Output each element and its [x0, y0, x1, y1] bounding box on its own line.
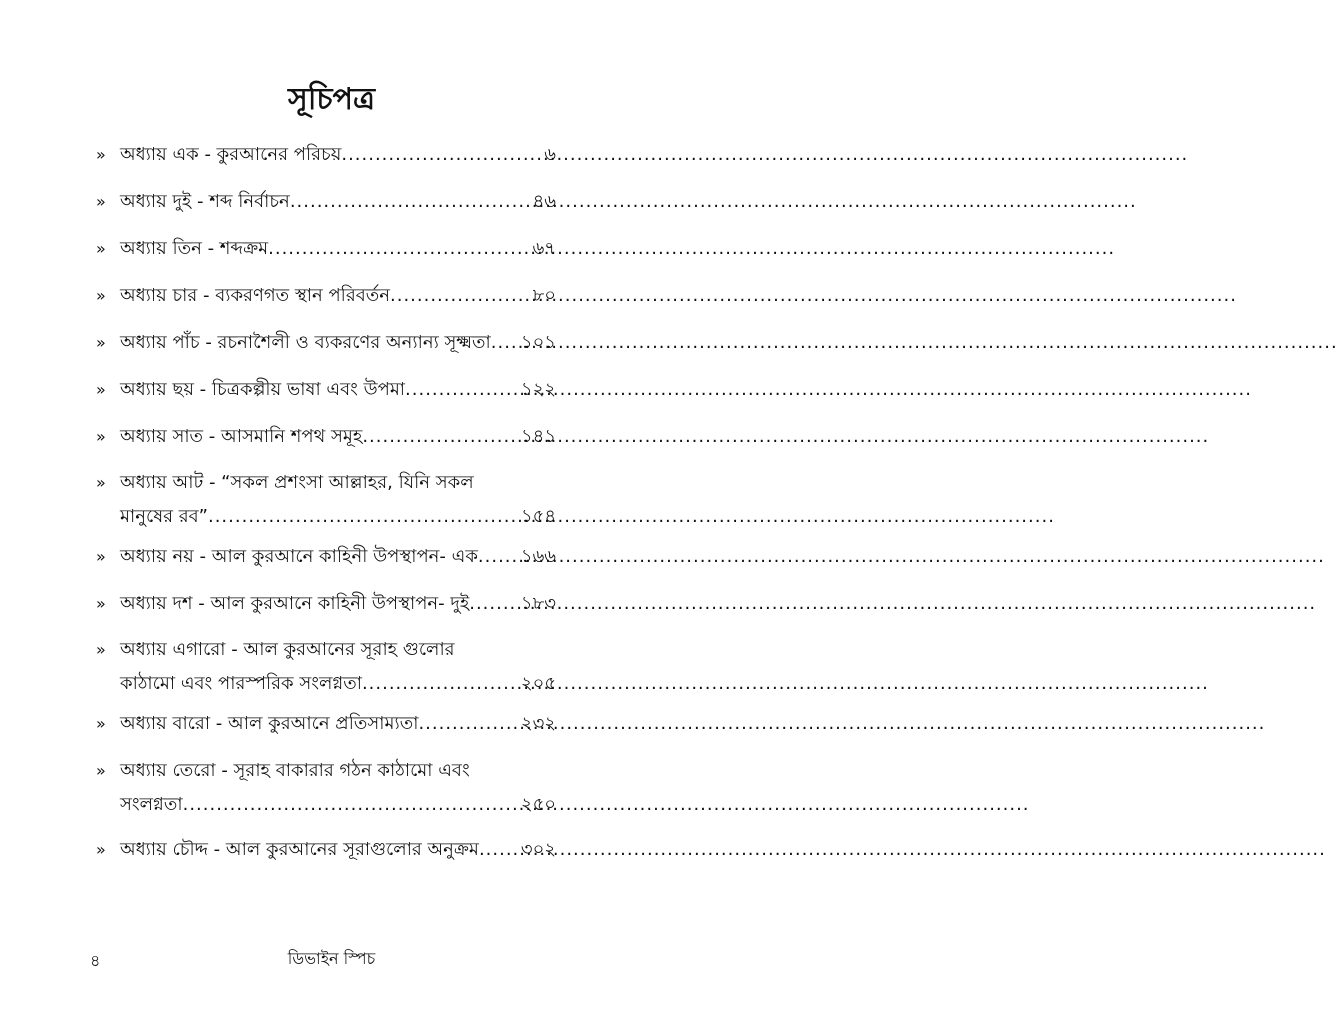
dot-leader [418, 707, 518, 741]
entry-title: অধ্যায় নয় - আল কুরআনে কাহিনী উপস্থাপন- এক [120, 546, 478, 567]
entry-title: অধ্যায় সাত - আসমানি শপথ সমূহ [120, 426, 363, 447]
bullet-icon: » [96, 192, 106, 211]
bullet-icon: » [96, 547, 106, 566]
bullet-icon: » [96, 761, 106, 780]
entry-page: ১৮৩ [520, 593, 556, 614]
bullet-icon: » [96, 427, 106, 446]
dot-leader [341, 138, 542, 172]
dot-leader [390, 279, 531, 313]
page-title: সূচিপত্র [288, 82, 375, 117]
entry-page: ৬ [544, 144, 556, 165]
entry-page: ৩০২ [520, 839, 556, 860]
dot-leader [362, 667, 519, 701]
bullet-icon: » [96, 333, 106, 352]
dot-leader [405, 373, 519, 407]
entry-page: ১৪১ [520, 426, 556, 447]
bullet-icon: » [96, 145, 106, 164]
entry-page: ১২২ [520, 379, 556, 400]
entry-page: ২০৫ [520, 673, 556, 694]
entry-title: অধ্যায় এক - কুরআনের পরিচয় [120, 144, 342, 165]
entry-title: অধ্যায় তিন - শব্দক্রম [120, 238, 269, 259]
dot-leader [469, 587, 519, 621]
entry-title: অধ্যায় দশ - আল কুরআনে কাহিনী উপস্থাপন- দুই [120, 593, 470, 614]
entry-title: অধ্যায় দুই - শব্দ নির্বাচন [120, 191, 290, 212]
bullet-icon: » [96, 286, 106, 305]
entry-title: অধ্যায় চৌদ্দ - আল কুরআনের সূরাগুলোর অনুক্রম [120, 839, 479, 860]
bullet-icon: » [96, 594, 106, 613]
dot-leader [362, 420, 519, 454]
entry-page: ৮০ [532, 285, 556, 306]
footer-page-number: ৪ [90, 951, 101, 970]
entry-title: অধ্যায় বারো - আল কুরআনে প্রতিসাম্যতা [120, 713, 419, 734]
entry-title: কাঠামো এবং পারস্পরিক সংলগ্নতা [120, 673, 362, 694]
entry-title: মানুষের রব” [120, 506, 208, 527]
entry-title: অধ্যায় পাঁচ - রচনাশৈলী ও ব্যকরণের অন্যান্য সূক্ষ্মতা [120, 332, 491, 353]
bullet-icon: » [96, 239, 106, 258]
entry-title: অধ্যায় চার - ব্যকরণগত স্থান পরিবর্তন [120, 285, 390, 306]
dot-leader [479, 833, 519, 867]
entry-page: ১০১ [520, 332, 556, 353]
dot-leader [478, 540, 519, 574]
entry-title-line1: অধ্যায় আট - “সকল প্রশংসা আল্লাহর, যিনি সকল [120, 472, 474, 493]
dot-leader [491, 326, 519, 360]
dot-leader [208, 500, 519, 534]
entry-title-line1: অধ্যায় এগারো - আল কুরআনের সূরাহ গুলোর [120, 639, 455, 660]
entry-page: ২৩২ [520, 713, 556, 734]
entry-title: অধ্যায় ছয় - চিত্রকল্পীয় ভাষা এবং উপমা [120, 379, 406, 400]
entry-page: ৪৬ [532, 191, 556, 212]
bullet-icon: » [96, 714, 106, 733]
dot-leader [290, 185, 531, 219]
entry-page: ১৬৬ [520, 546, 556, 567]
bullet-icon: » [96, 640, 106, 659]
footer-book-title: ডিভাইন স্পিচ [287, 949, 376, 968]
bullet-icon: » [96, 840, 106, 859]
entry-page: ৬৭ [532, 238, 556, 259]
entry-page: ২৫০ [520, 794, 556, 815]
entry-title-line1: অধ্যায় তেরো - সূরাহ বাকারার গঠন কাঠামো এবং [120, 760, 470, 781]
entry-page: ১৫৪ [520, 506, 556, 527]
bullet-icon: » [96, 380, 106, 399]
dot-leader [183, 788, 519, 822]
dot-leader [268, 232, 530, 266]
bullet-icon: » [96, 473, 106, 492]
entry-title: সংলগ্নতা [120, 794, 183, 815]
